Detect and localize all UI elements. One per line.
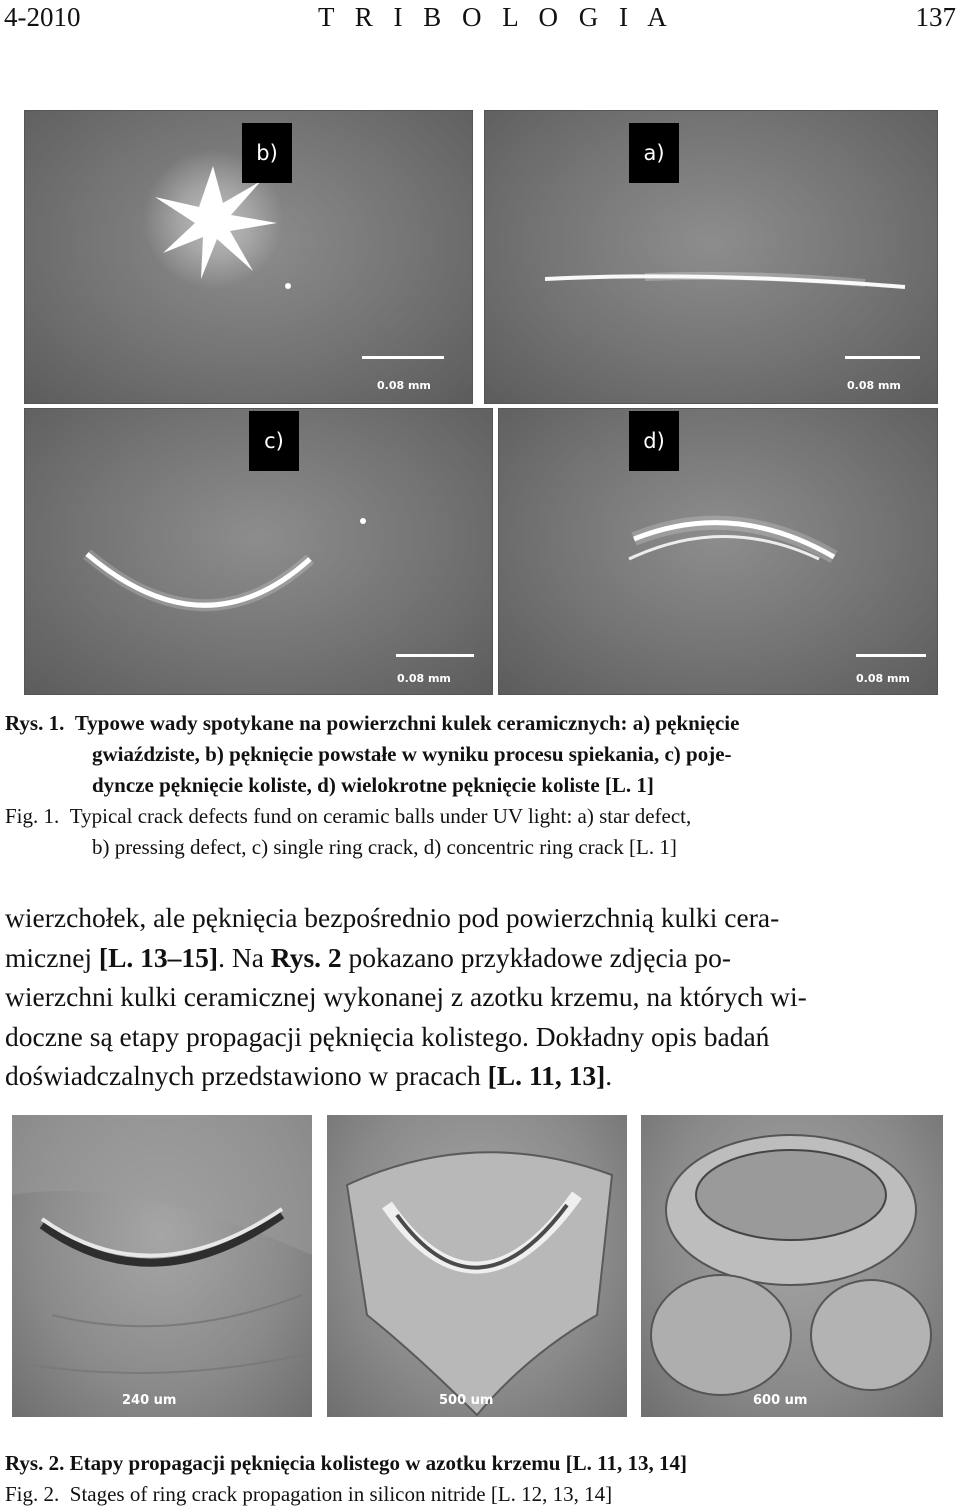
scale-text: 500 um [439, 1393, 494, 1408]
figure-2-caption-pl [5, 1448, 687, 1479]
figure-1-panel-c [24, 408, 493, 695]
caption-line: Typowe wady spotykane na powierzchni kulek ceramicznych: a) pęknięcie [74, 711, 740, 735]
reference: [L. 11, 13] [487, 1060, 606, 1091]
line-crack-image [485, 111, 937, 403]
journal-title: T R I B O L O G I A [318, 2, 674, 32]
scale-text: 0.08 mm [377, 379, 431, 392]
scale-bar [845, 356, 920, 359]
caption-line: b) pressing defect, c) single ring crack, d) concentric ring crack [L. 1] [92, 835, 677, 859]
figure-2-caption-en [5, 1479, 612, 1510]
sem-crack-stage-3 [641, 1115, 943, 1417]
scale-text: 0.08 mm [847, 379, 901, 392]
body-line: wierzchni kulki ceramicznej wykonanej z azotku krzemu, na których wi- [5, 981, 807, 1012]
text: micznej [5, 941, 99, 973]
reference: [L. 13–15] [98, 941, 219, 973]
figure-1-panel-b [24, 110, 473, 404]
scale-text: 0.08 mm [397, 672, 451, 685]
body-line [5, 938, 955, 978]
text: . [605, 1060, 613, 1091]
caption-line: dyncze pęknięcie koliste, d) wielokrotne pęknięcie koliste [L. 1] [92, 773, 654, 797]
caption-line: Etapy propagacji pęknięcia kolistego w azotku krzemu [L. 11, 13, 14] [69, 1451, 687, 1475]
scale-bar [856, 654, 926, 657]
sem-crack-stage-1 [12, 1115, 312, 1417]
panel-label-c: c) [249, 411, 299, 471]
caption-line: gwiaździste, b) pęknięcie powstałe w wyniku procesu spiekania, c) poje- [92, 742, 732, 766]
body-line: wierzchołek, ale pęknięcia bezpośrednio pod powierzchnią kulki cera- [5, 902, 780, 933]
figure-2-panel-1 [12, 1115, 312, 1417]
body-line: doczne są etapy propagacji pęknięcia kolistego. Dokładny opis badań [5, 1020, 770, 1052]
panel-label-a: a) [629, 123, 679, 183]
scale-text: 0.08 mm [856, 672, 910, 685]
figure-1-caption-pl [5, 708, 955, 801]
text: . Na [218, 941, 271, 973]
panel-label-b: b) [242, 123, 292, 183]
caption-label: Rys. 1. [5, 711, 65, 735]
figure-reference: Rys. 2 [270, 941, 342, 973]
caption-label: Fig. 1. [5, 804, 60, 828]
scale-text: 240 um [122, 1393, 177, 1408]
scale-bar [362, 356, 444, 359]
caption-line: Stages of ring crack propagation in silicon nitride [L. 12, 13, 14] [69, 1482, 613, 1506]
sem-crack-stage-2 [327, 1115, 627, 1417]
scale-text: 600 um [753, 1393, 808, 1408]
figure-2-panel-2 [327, 1115, 627, 1417]
figure-1-caption-en [5, 801, 955, 863]
caption-label: Rys. 2. [5, 1451, 65, 1475]
figure-2-panel-3 [641, 1115, 943, 1417]
caption-line: Typical crack defects fund on ceramic balls under UV light: a) star defect, [69, 804, 692, 828]
panel-label-d: d) [629, 411, 679, 471]
scale-bar [396, 654, 474, 657]
text: doświadczalnych przedstawiono w pracach [5, 1060, 488, 1091]
text: pokazano przykładowe zdjęcia po- [341, 941, 732, 973]
body-paragraph [5, 898, 955, 1096]
figure-1-panel-a [484, 110, 938, 404]
figure-1-panel-d [498, 408, 938, 695]
body-line [5, 1056, 955, 1096]
issue-number: 4-2010 [4, 2, 81, 32]
concentric-ring-crack-image [499, 409, 937, 694]
page-number: 137 [915, 2, 956, 32]
caption-label: Fig. 2. [5, 1482, 60, 1506]
